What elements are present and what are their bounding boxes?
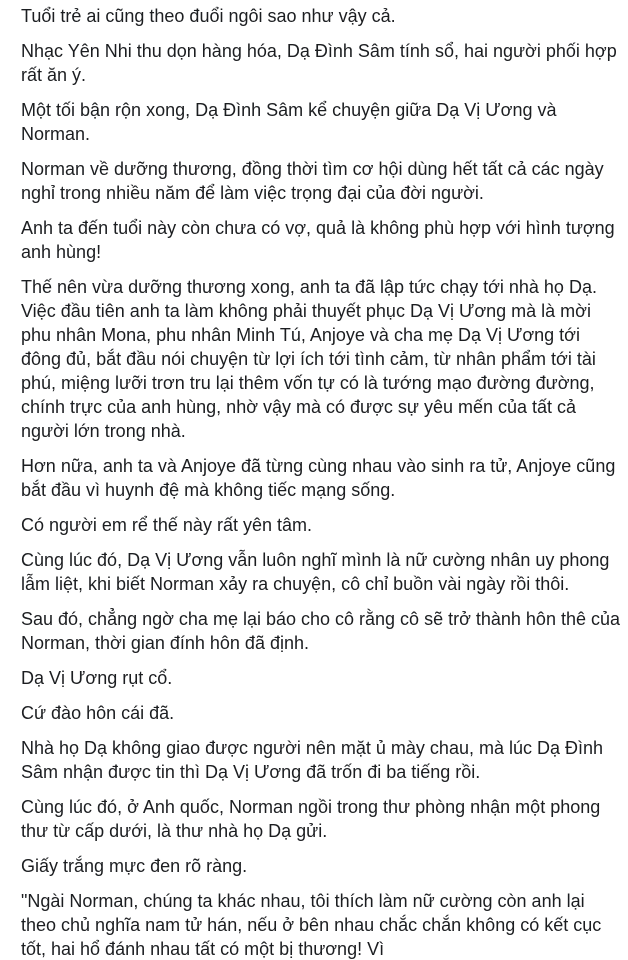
paragraph: Norman về dưỡng thương, đồng thời tìm cơ hội dùng hết tất cả các ngày nghỉ trong nhiều năm để làm việc trọng đại của đời người.	[21, 159, 604, 203]
paragraph: Dạ Vị Ương rụt cổ.	[21, 668, 173, 688]
paragraph: Anh ta đến tuổi này còn chưa có vợ, quả là không phù hợp với hình tượng anh hùng!	[21, 218, 615, 262]
paragraph: Thế nên vừa dưỡng thương xong, anh ta đã lập tức chạy tới nhà họ Dạ. Việc đầu tiên anh ta làm không phải thuyết phục Dạ Vị Ương mà là mời phu nhân Mona, phu nhân Minh Tú, Anjoye và cha mẹ Dạ Vị Ương tới đông đủ, bắt đầu nói chuyện từ lợi ích tới tình cảm, từ nhân phẩm tới tài phú, miệng lưỡi trơn tru lại thêm vốn tự có là tướng mạo đường đường, chính trực của anh hùng, nhờ vậy mà có được sự yêu mến của tất cả người lớn trong nhà.	[21, 277, 597, 441]
paragraph: Nhạc Yên Nhi thu dọn hàng hóa, Dạ Đình Sâm tính sổ, hai người phối hợp rất ăn ý.	[21, 41, 617, 85]
paragraph: Cùng lúc đó, ở Anh quốc, Norman ngồi trong thư phòng nhận một phong thư từ cấp dưới, là thư nhà họ Dạ gửi.	[21, 797, 601, 841]
paragraph: Sau đó, chẳng ngờ cha mẹ lại báo cho cô rằng cô sẽ trở thành hôn thê của Norman, thời gian đính hôn đã định.	[21, 609, 621, 653]
paragraph: Một tối bận rộn xong, Dạ Đình Sâm kể chuyện giữa Dạ Vị Ương và Norman.	[21, 100, 557, 144]
paragraph: Tuổi trẻ ai cũng theo đuổi ngôi sao như vậy cả.	[21, 6, 396, 26]
paragraph: "Ngài Norman, chúng ta khác nhau, tôi thích làm nữ cường còn anh lại theo chủ nghĩa nam tử hán, nếu ở bên nhau chắc chắn không có kết cục tốt, hai hổ đánh nhau tất có một bị thương! Vì	[21, 891, 602, 959]
paragraph: Cứ đào hôn cái đã.	[21, 703, 175, 723]
paragraph: Nhà họ Dạ không giao được người nên mặt ủ mày chau, mà lúc Dạ Đình Sâm nhận được tin thì Dạ Vị Ương đã trốn đi ba tiếng rồi.	[21, 738, 604, 782]
paragraph: Giấy trắng mực đen rõ ràng.	[21, 856, 248, 876]
paragraph: Hơn nữa, anh ta và Anjoye đã từng cùng nhau vào sinh ra tử, Anjoye cũng bắt đầu vì huynh đệ mà không tiếc mạng sống.	[21, 456, 616, 500]
paragraph: Có người em rể thế này rất yên tâm.	[21, 515, 312, 535]
paragraph: Cùng lúc đó, Dạ Vị Ương vẫn luôn nghĩ mình là nữ cường nhân uy phong lẫm liệt, khi biết Norman xảy ra chuyện, cô chỉ buồn vài ngày rồi thôi.	[21, 550, 610, 594]
